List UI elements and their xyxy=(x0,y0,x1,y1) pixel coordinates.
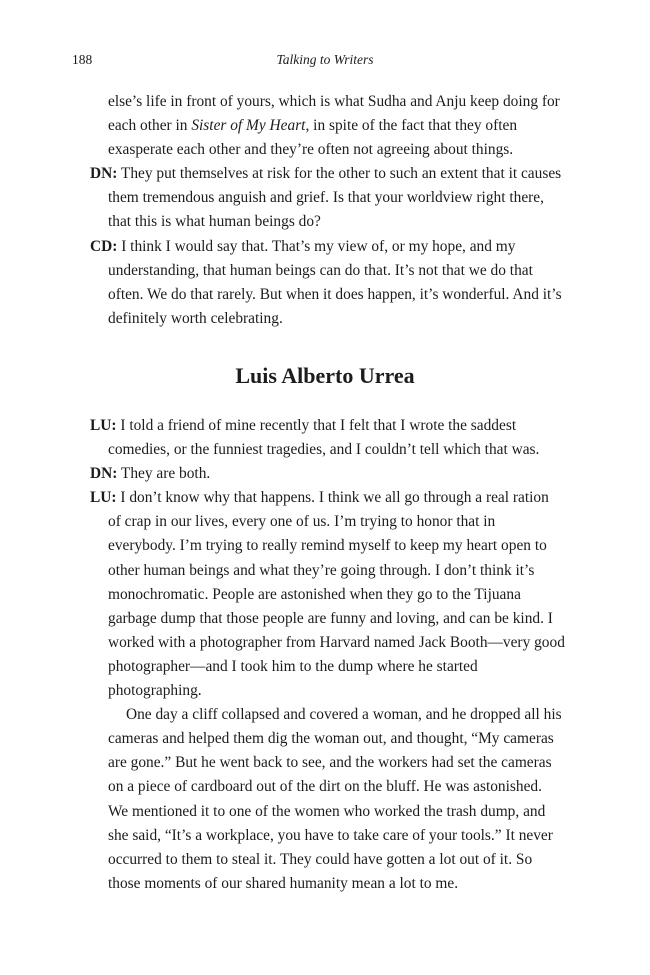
section-heading: Luis Alberto Urrea xyxy=(235,363,415,388)
dn-comment-text: They are both. xyxy=(117,465,211,483)
lu-answer-2-paragraph-2: One day a cliff collapsed and covered a woman, and he dropped all his cameras and helped them dig the woman out, and thought, “My cameras are gone.” But he went back to see, and the workers had set the cameras on a piece of cardboard out of the dirt on the bluff. He was astonished. We mentioned it to one of the women who worked the trash dump, and she said, “It’s a workplace, you have to take care of your tools.” It never occurred to them to steal it. They could have gotten a lot out of it. So those moments of our shared humanity mean a lot to me. xyxy=(108,706,562,892)
speaker-label-dn: DN: xyxy=(90,165,118,183)
lu-answer-2-text: I don’t know why that happens. I think we all go through a real ration of crap in our lives, every one of us. I’m trying to honor that in everybody. I’m trying to really remind myself to keep my heart open to other human beings and what they’re going through. I don’t think it’s monochromatic. People are astonished when they go to the Tijuana garbage dump that those people are funny and loving, and can be kind. I worked with a photographer from Harvard named Jack Booth—very good photographer—and I took him to the dump where he started photographing. xyxy=(108,489,565,700)
continued-paragraph xyxy=(90,90,565,162)
lu-answer-2 xyxy=(90,486,565,703)
interview-section-1 xyxy=(90,90,565,331)
lu-answer-1-text: I told a friend of mine recently that I felt that I wrote the saddest comedies, or the funniest tragedies, and I couldn’t tell which that was. xyxy=(108,417,540,459)
speaker-label-cd: CD: xyxy=(90,237,118,255)
speaker-label-dn: DN: xyxy=(90,465,118,483)
speaker-label-lu: LU: xyxy=(90,417,117,434)
dn-question-text: They put themselves at risk for the other to such an extent that it causes them tremendous anguish and grief. Is that your worldview right there, that this is what human beings do? xyxy=(108,165,562,231)
continued-text-after: , in spite of the fact that they often exasperate each other and they’re often not agreeing about things. xyxy=(108,117,518,159)
cd-answer xyxy=(90,235,565,331)
book-title: Sister of My Heart xyxy=(191,117,306,135)
dn-question xyxy=(90,162,565,234)
cd-answer-text: I think I would say that. That’s my view of, or my hope, and my understanding, that human beings can do that. It’s not that we do that often. We do that rarely. But when it does happen, it’s wonderful. And it’s definitely worth celebrating. xyxy=(108,237,562,327)
lu-answer-1 xyxy=(90,414,565,462)
page-number: 188 xyxy=(72,52,93,67)
speaker-label-lu: LU: xyxy=(90,489,117,507)
running-title: Talking to Writers xyxy=(276,52,374,67)
dn-comment xyxy=(90,462,565,486)
interview-section-2 xyxy=(90,414,565,896)
running-head xyxy=(0,52,650,72)
continued-text-before: else’s life in front of yours, which is what Sudha and Anju keep doing for each other in xyxy=(108,93,560,135)
